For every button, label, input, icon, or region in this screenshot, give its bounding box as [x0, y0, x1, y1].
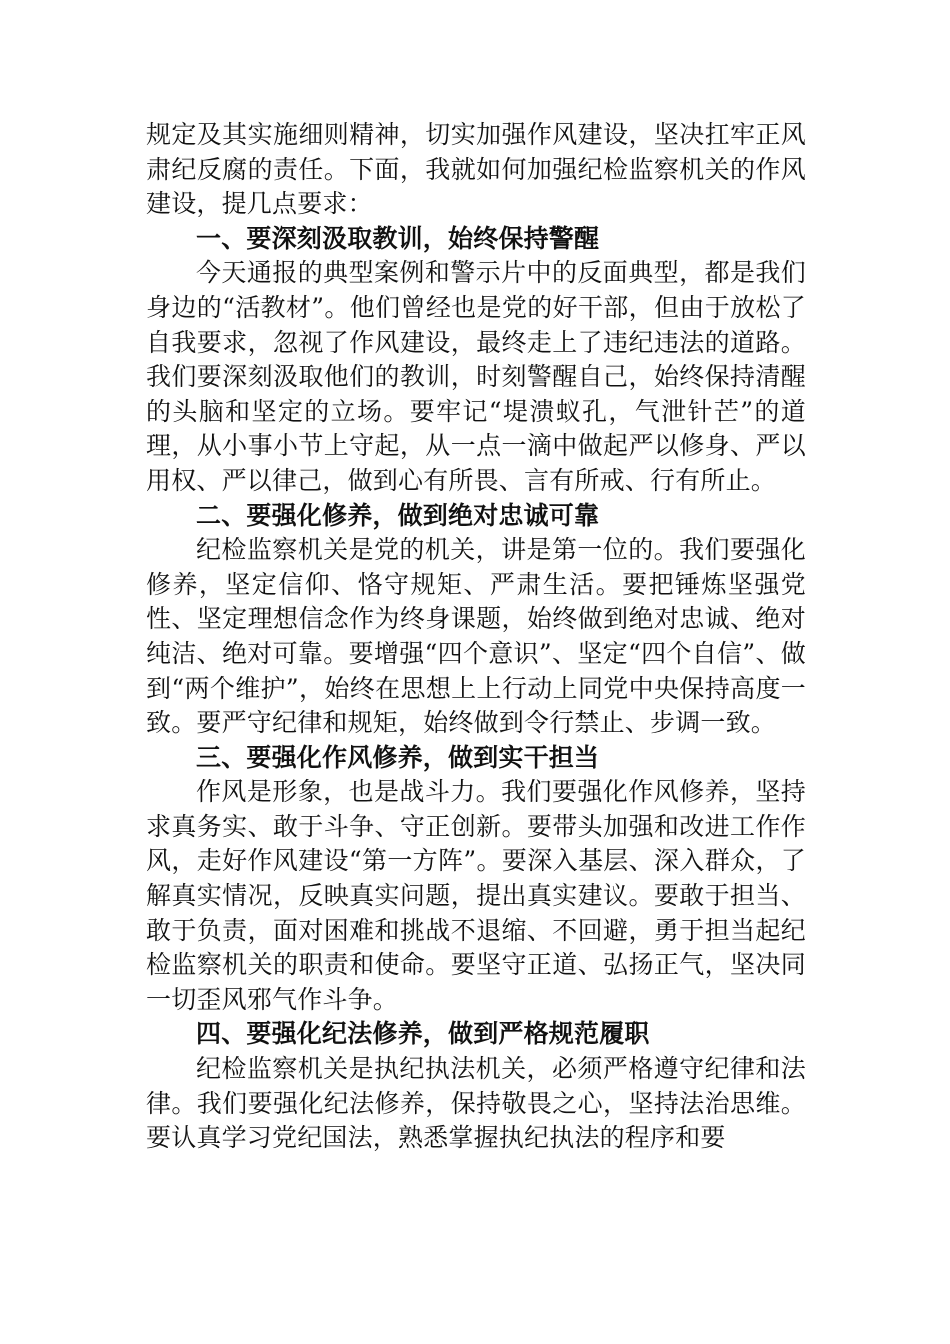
- section-3-heading: 三、要强化作风修养，做到实干担当: [196, 742, 600, 772]
- section-4-body: 纪检监察机关是执纪执法机关，必须严格遵守纪律和法律。我们要强化纪法修养，保持敬畏之心，坚持法治思维。要认真学习党纪国法，熟悉掌握执纪执法的程序和要: [146, 1054, 806, 1153]
- section-1-heading: 一、要深刻汲取教训，始终保持警醒: [196, 223, 600, 253]
- section-4-heading: 四、要强化纪法修养，做到严格规范履职: [196, 1019, 650, 1049]
- section-2-heading: 二、要强化修养，做到绝对忠诚可靠: [196, 500, 600, 530]
- intro-paragraph: 规定及其实施细则精神，切实加强作风建设，坚决扛牢正风肃纪反腐的责任。下面，我就如何加强纪检监察机关的作风建设，提几点要求：: [146, 120, 806, 219]
- section-1-body: 今天通报的典型案例和警示片中的反面典型，都是我们身边的“活教材”。他们曾经也是党的好干部，但由于放松了自我要求，忽视了作风建设，最终走上了违纪违法的道路。我们要深刻汲取他们的教训，时刻警醒自己，始终保持清醒的头脑和坚定的立场。要牢记“堤溃蚁孔，气泄针芒”的道理，从小事小节上守起，从一点一滴中做起严以修身、严以用权、严以律己，做到心有所畏、言有所戒、行有所止。: [146, 258, 806, 495]
- section-3-body: 作风是形象，也是战斗力。我们要强化作风修养，坚持求真务实、敢于斗争、守正创新。要带头加强和改进工作作风，走好作风建设“第一方阵”。要深入基层、深入群众，了解真实情况，反映真实问题，提出真实建议。要敢于担当、敢于负责，面对困难和挑战不退缩、不回避，勇于担当起纪检监察机关的职责和使命。要坚守正道、弘扬正气，坚决同一切歪风邪气作斗争。: [146, 777, 806, 1014]
- section-2-body: 纪检监察机关是党的机关，讲是第一位的。我们要强化修养，坚定信仰、恪守规矩、严肃生活。要把锤炼坚强党性、坚定理想信念作为终身课题，始终做到绝对忠诚、绝对纯洁、绝对可靠。要增强“四个意识”、坚定“四个自信”、做到“两个维护”，始终在思想上上行动上同党中央保持高度一致。要严守纪律和规矩，始终做到令行禁止、步调一致。: [146, 535, 806, 738]
- document-page: [146, 118, 806, 1156]
